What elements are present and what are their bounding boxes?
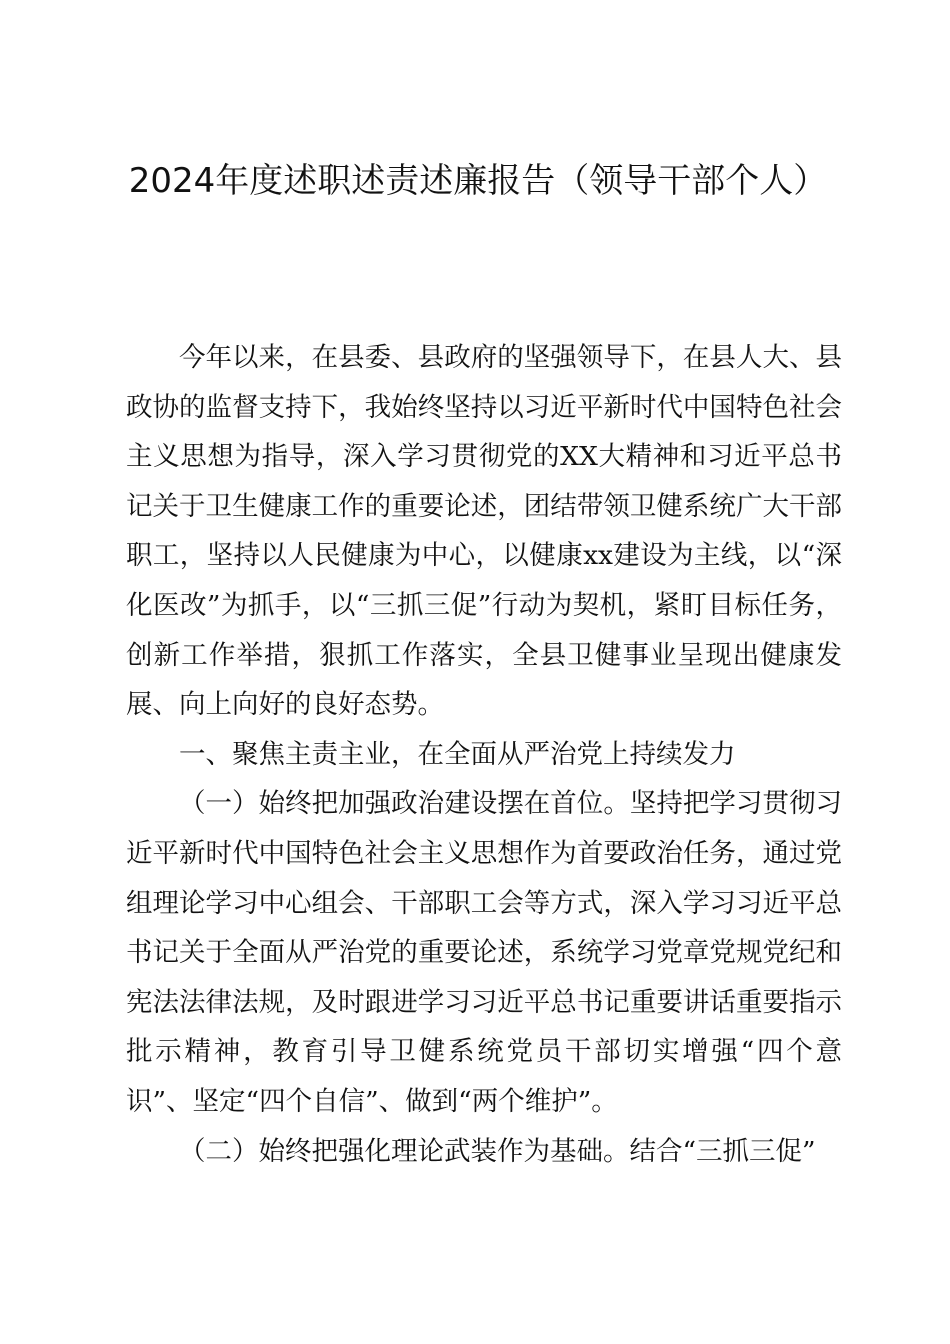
- subsection-paragraph-1: （一）始终把加强政治建设摆在首位。坚持把学习贯彻习近平新时代中国特色社会主义思想作为首要政治任务，通过党组理论学习中心组会、干部职工会等方式，深入学习习近平总书记关于全面从严治党的重要论述，系统学习党章党规党纪和宪法法律法规，及时跟进学习习近平总书记重要讲话重要指示批示精神，教育引导卫健系统党员干部切实增强“四个意识”、坚定“四个自信”、做到“两个维护”。: [126, 788, 842, 1117]
- section-heading-1: 一、聚焦主责主业，在全面从严治党上持续发力: [179, 738, 736, 770]
- document-body: [126, 333, 842, 1176]
- document-title: 2024年度述职述责述廉报告（领导干部个人）: [128, 161, 828, 201]
- intro-paragraph: 今年以来，在县委、县政府的坚强领导下，在县人大、县政协的监督支持下，我始终坚持以习近平新时代中国特色社会主义思想为指导，深入学习贯彻党的XX大精神和习近平总书记关于卫生健康工作的重要论述，团结带领卫健系统广大干部职工，坚持以人民健康为中心，以健康xx建设为主线，以“深化医改”为抓手，以“三抓三促”行动为契机，紧盯目标任务，创新工作举措，狠抓工作落实，全县卫健事业呈现出健康发展、向上向好的良好态势。: [126, 342, 842, 721]
- subsection-paragraph-2: （二）始终把强化理论武装作为基础。结合“三抓三促”: [179, 1135, 816, 1167]
